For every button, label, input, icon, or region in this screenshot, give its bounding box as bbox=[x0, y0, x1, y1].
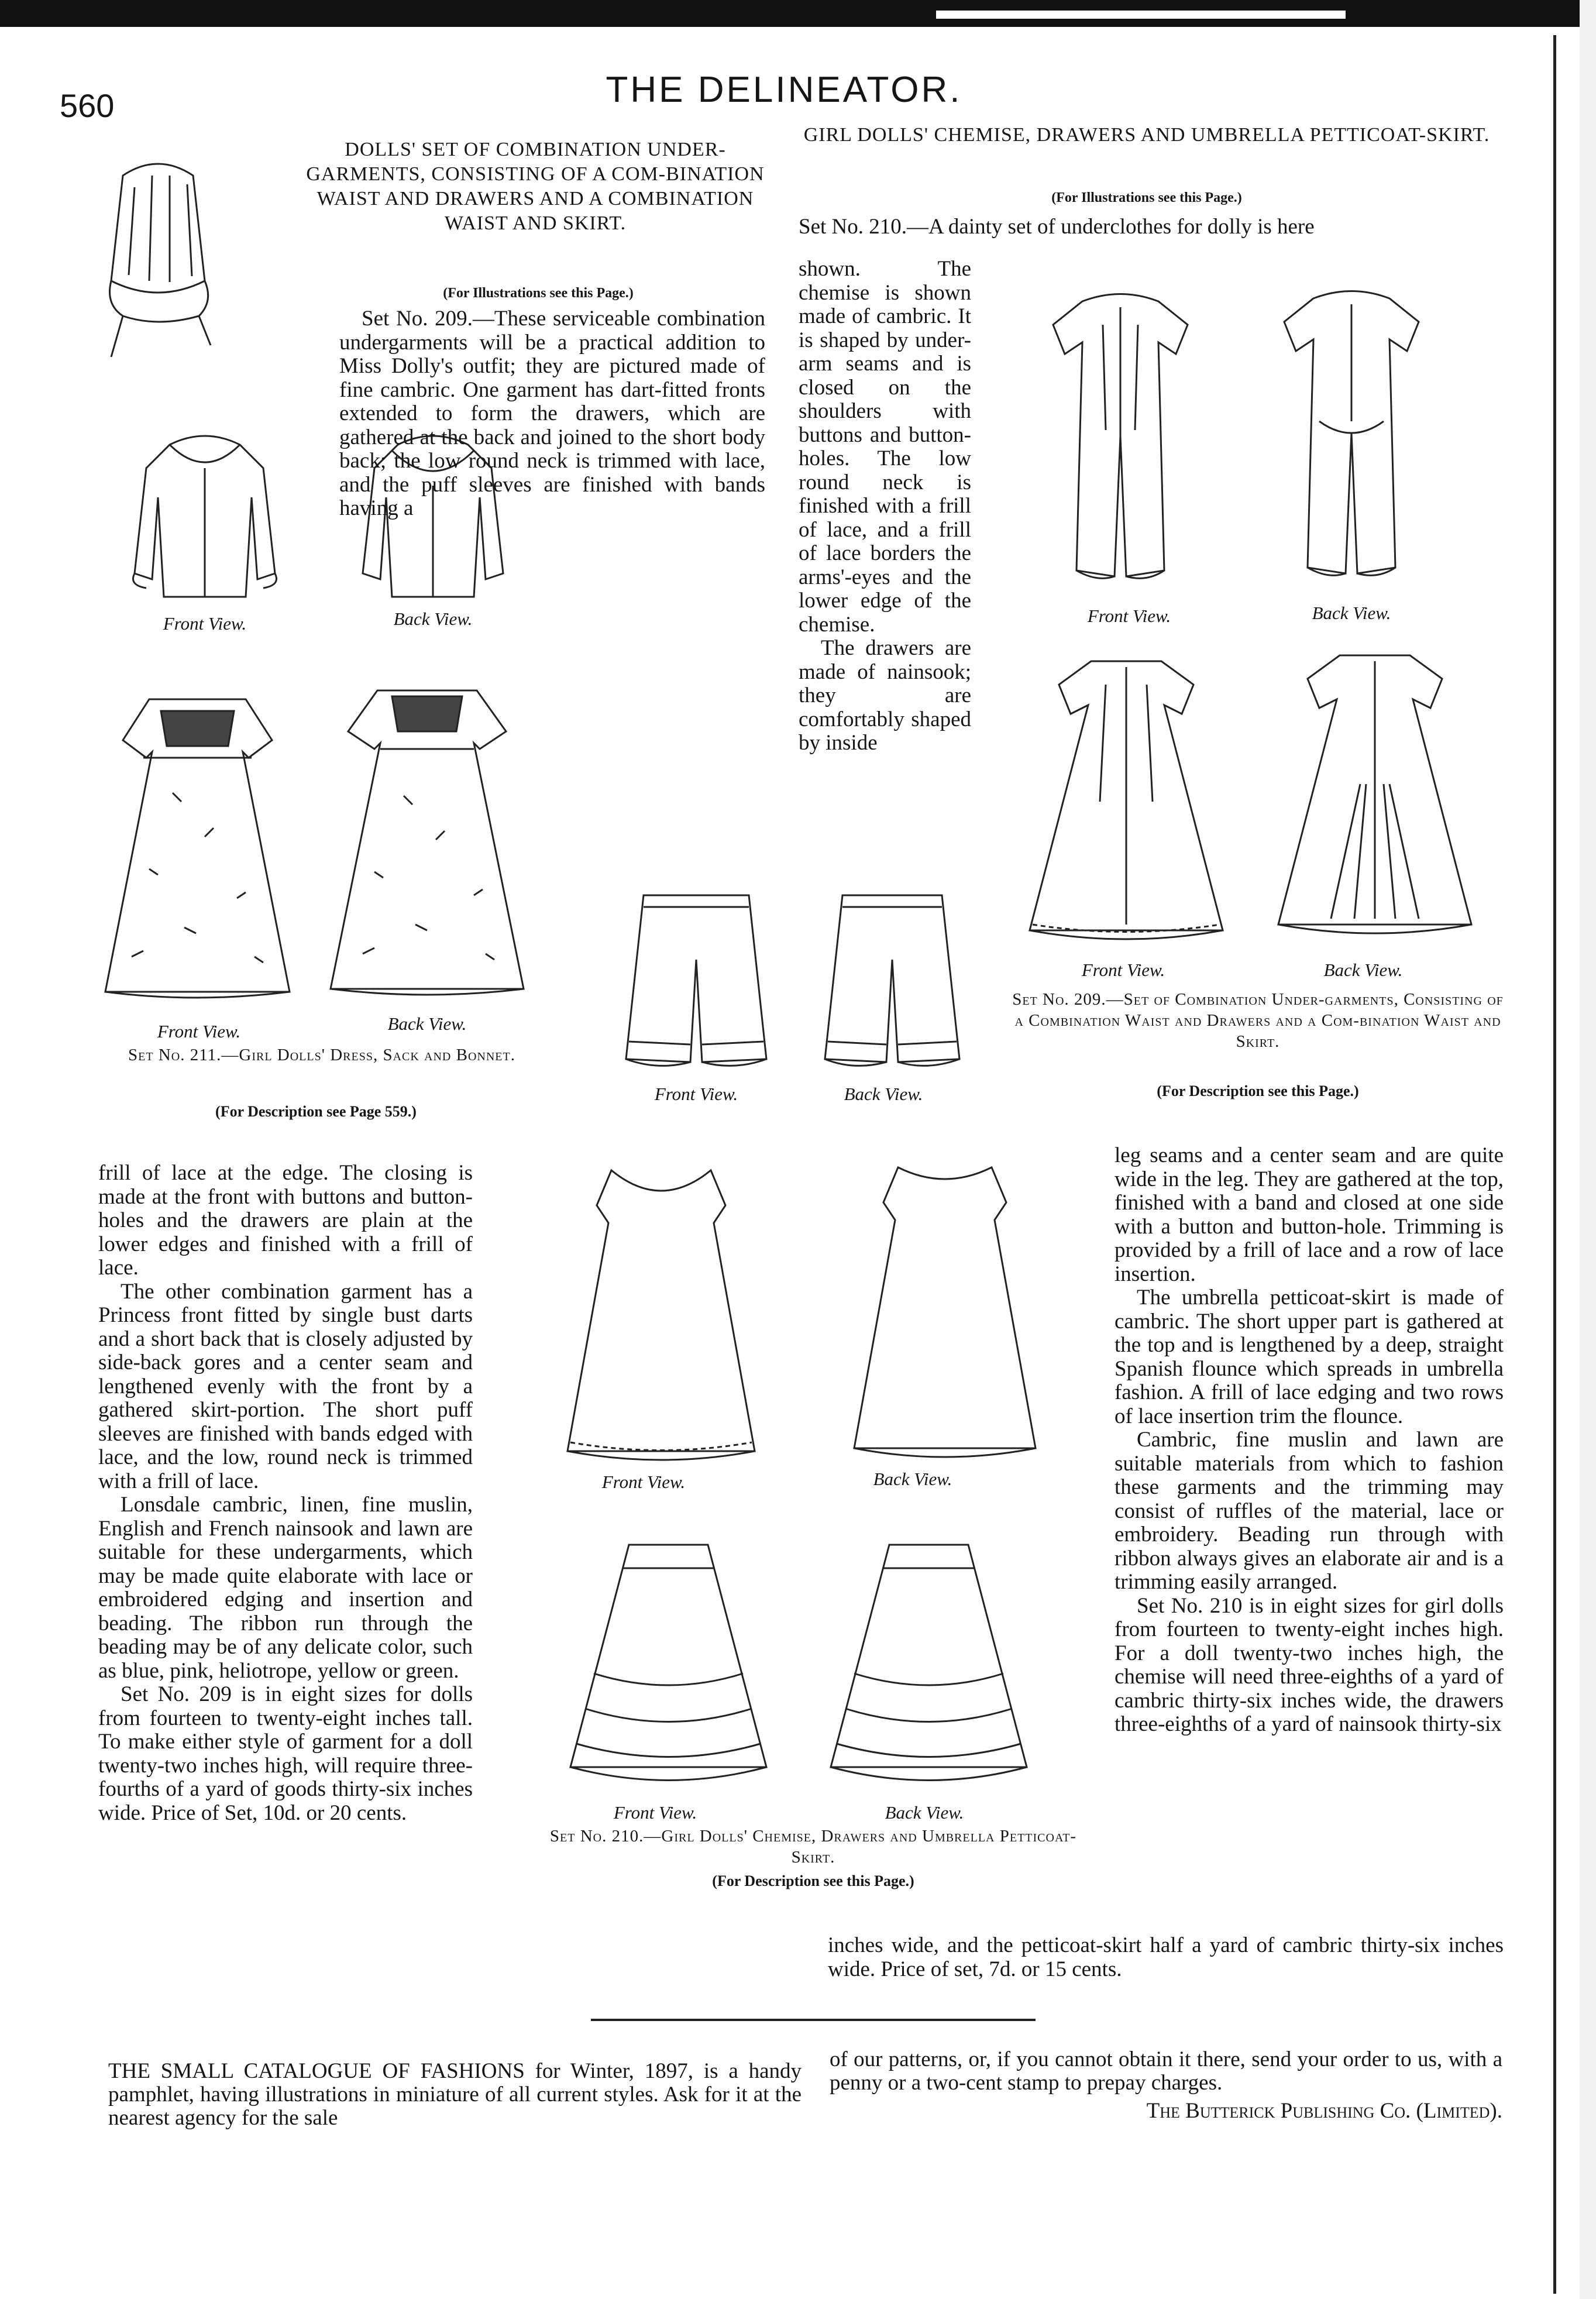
running-title: THE DELINEATOR. bbox=[606, 70, 962, 110]
article-210-para-2: The umbrella petticoat-skirt is made of cambric. The short upper part is gathered at the top and is lengthened by a deep, straight Spanish flounce which spreads in umbrella fashion. A frill of lace edging and two rows of lace insertion trim the flounce. bbox=[1115, 1286, 1504, 1428]
section-divider bbox=[591, 2019, 1036, 2021]
dress-front-illustration bbox=[97, 676, 298, 1009]
combination-drawers-front-illustration bbox=[1041, 290, 1199, 597]
article-209-heading: DOLLS' SET OF COMBINATION UNDER-GARMENTS, CONSISTING OF A COM-BINATION WAIST AND DRAWERS AND A COMBINATION WAIST AND SKIRT. bbox=[306, 139, 765, 234]
advert-text-left: THE SMALL CATALOGUE OF FASHIONS for Winter, 1897, is a handy pamphlet, having illustrations in miniature of all current styles. Ask for it at the nearest agency for the sale bbox=[108, 2059, 802, 2130]
article-209-para-4: Set No. 209 is in eight sizes for dolls from fourteen to twenty-eight inches tall. To make either style of garment for a doll twenty-two inches high, will require three-fourths of a yard of goods thirty-six inches wide. Price of Set, 10d. or 20 cents. bbox=[98, 1682, 473, 1825]
combination-drawers-back-label: Back View. bbox=[1312, 603, 1391, 623]
chemise-front-illustration bbox=[559, 1159, 763, 1475]
page-edge bbox=[1580, 0, 1596, 2299]
article-210-heading: GIRL DOLLS' CHEMISE, DRAWERS AND UMBRELLA PETTICOAT-SKIRT. bbox=[803, 124, 1490, 146]
article-209-para-2: The other combination garment has a Princess front fitted by single bust darts and a short back that is closely adjusted by side-back gores and a center seam and lengthened evenly with the front by a gathered skirt-portion. The short puff sleeves are finished with bands edged with lace, and the low, round neck is trimmed with a frill of lace. bbox=[98, 1279, 473, 1493]
right-margin-rule bbox=[1553, 35, 1556, 2294]
combination-drawers-back-illustration bbox=[1272, 287, 1430, 594]
article-209-para-3: Lonsdale cambric, linen, fine muslin, English and French nainsook and lawn are suitable for these undergarments, which may be made quite elaborate with lace or embroidered edging and insertion and beading. The ribbon run through the beading may be of any delicate color, such as blue, pink, heliotrope, yellow or green. bbox=[98, 1493, 473, 1683]
sack-front-label: Front View. bbox=[163, 613, 247, 634]
chemise-back-illustration bbox=[845, 1156, 1044, 1472]
caption-set-211: Set No. 211.—Girl Dolls' Dress, Sack and Bonnet. bbox=[128, 1046, 515, 1064]
caption-set-210-note: (For Description see this Page.) bbox=[712, 1872, 914, 1889]
petticoat-back-label: Back View. bbox=[885, 1802, 964, 1823]
article-209-lead-top bbox=[339, 307, 765, 520]
drawers-back-label: Back View. bbox=[844, 1084, 923, 1104]
article-210-tail: inches wide, and the petticoat-skirt half a yard of cambric thirty-six inches wide. Price of set, 7d. or 15 cents. bbox=[828, 1933, 1504, 1981]
article-210-para-1: leg seams and a center seam and are quite wide in the leg. They are gathered at the top, finished with a band and closed at one side with a button and button-hole. Trimming is provided by a frill of lace and a row of lace insertion. bbox=[1115, 1143, 1504, 1286]
article-209-continued-column bbox=[98, 1161, 473, 1825]
combination-skirt-back-illustration bbox=[1267, 644, 1483, 948]
article-209-note: (For Illustrations see this Page.) bbox=[443, 286, 634, 301]
caption-set-210: Set No. 210.—Girl Dolls' Chemise, Drawers and Umbrella Petticoat-Skirt. bbox=[549, 1827, 1077, 1867]
caption-set-209: Set No. 209.—Set of Combination Under-garments, Consisting of a Combination Waist and Drawers and a Com-bination Waist and Skirt. bbox=[1012, 990, 1504, 1051]
drawers-front-illustration bbox=[614, 884, 778, 1077]
article-210-continued-column bbox=[1115, 1144, 1504, 1737]
chemise-back-label: Back View. bbox=[873, 1469, 952, 1489]
top-border-gap bbox=[936, 11, 1346, 19]
caption-set-211-note: (For Description see Page 559.) bbox=[215, 1103, 417, 1120]
article-209-lead: Set No. 209.—These serviceable combination undergarments will be a practical addition to Miss Dolly's outfit; they are pictured made of fine cambric. One garment has dart-fitted fronts extended to form the drawers, which are gathered at the back and joined to the short body back; the low round neck is trimmed with lace, and the puff sleeves are finished with bands having a bbox=[339, 307, 765, 520]
petticoat-front-label: Front View. bbox=[613, 1802, 697, 1823]
petticoat-back-illustration bbox=[819, 1533, 1038, 1802]
drawers-front-label: Front View. bbox=[654, 1084, 738, 1104]
page-number: 560 bbox=[60, 87, 115, 124]
article-210-lead-text-2: The drawers are made of nainsook; they are comfortably shaped by inside bbox=[799, 636, 971, 755]
dress-back-label: Back View. bbox=[387, 1013, 467, 1034]
caption-set-209-note: (For Description see this Page.) bbox=[1157, 1083, 1359, 1099]
article-210-para-3: Cambric, fine muslin and lawn are suitable materials from which to fashion these garments and the trimming may consist of ruffles of the material, lace or embroidery. Beading run through with ribbon always gives an elaborate air and is a trimming easily arranged. bbox=[1115, 1428, 1504, 1594]
combination-drawers-front-label: Front View. bbox=[1087, 606, 1171, 626]
article-210-lead-text: shown. The chemise is shown made of cambric. It is shaped by under-arm seams and is closed on the shoulders with buttons and button-holes. The low round neck is finished with a frill of lace, and a frill of lace borders the arms'-eyes and the lower edge of the chemise. bbox=[799, 257, 971, 637]
advert-text-right: of our patterns, or, if you cannot obtain it there, send your order to us, with a penny or a two-cent stamp to prepay charges. bbox=[830, 2047, 1502, 2095]
dress-front-label: Front View. bbox=[157, 1021, 241, 1042]
article-210-lead-line: Set No. 210.—A dainty set of underclothes for dolly is here bbox=[799, 215, 1315, 239]
bonnet-illustration bbox=[88, 152, 228, 374]
article-210-lead-col bbox=[799, 257, 971, 755]
article-210-note: (For Illustrations see this Page.) bbox=[1051, 190, 1242, 205]
sack-front-illustration bbox=[117, 427, 293, 609]
drawers-back-illustration bbox=[813, 884, 971, 1077]
top-border bbox=[0, 0, 1596, 27]
combination-skirt-front-illustration bbox=[1018, 650, 1234, 954]
combination-skirt-back-label: Back View. bbox=[1323, 960, 1403, 980]
sack-back-label: Back View. bbox=[393, 609, 473, 629]
advert-signature: The Butterick Publishing Co. (Limited). bbox=[1146, 2099, 1502, 2123]
article-210-para-4: Set No. 210 is in eight sizes for girl dolls from fourteen to twenty-eight inches high. For a doll twenty-two inches high, the chemise will need three-eighths of a yard of cambric thirty-six inches wide, the drawers three-eighths of a yard of nainsook thirty-six bbox=[1115, 1593, 1504, 1736]
combination-skirt-front-label: Front View. bbox=[1081, 960, 1165, 980]
chemise-front-label: Front View. bbox=[601, 1472, 686, 1492]
dress-back-illustration bbox=[322, 667, 532, 1006]
petticoat-front-illustration bbox=[559, 1533, 778, 1802]
article-209-para-1: frill of lace at the edge. The closing is made at the front with buttons and button-holes and the drawers are plain at the lower edges and finished with a frill of lace. bbox=[98, 1161, 473, 1280]
